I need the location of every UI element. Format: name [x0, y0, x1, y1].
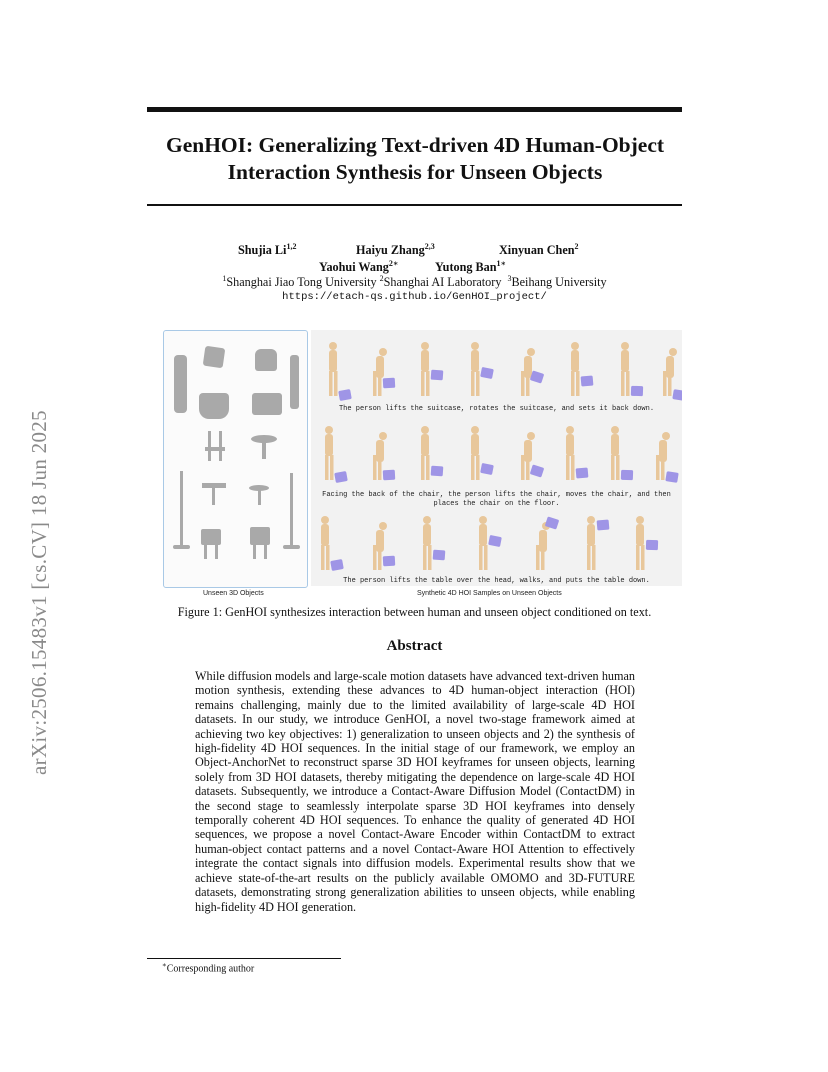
object-coat-rack-base — [173, 545, 190, 549]
object-coat-stand — [290, 473, 293, 549]
hoi-frame-1-4 — [471, 342, 494, 396]
object-box-tall — [290, 355, 299, 409]
title-rule-top — [147, 107, 682, 112]
hoi-frame-2-2 — [373, 432, 395, 480]
object-pillow — [203, 346, 226, 369]
left-panel-label: Unseen 3D Objects — [203, 590, 264, 597]
hoi-frame-2-1 — [325, 426, 348, 483]
hoi-frame-2-6 — [566, 426, 588, 480]
hoi-frame-2-7 — [611, 426, 633, 480]
footnote: ∗Corresponding author — [162, 961, 255, 975]
author-4: Yaohui Wang$^{2∗}$ — [319, 259, 399, 275]
object-chair-seat — [205, 447, 225, 451]
object-coat-rack — [180, 471, 183, 549]
author-2: Haiyu Zhang$^{2,3}$ — [356, 242, 435, 258]
teaser-figure — [163, 330, 682, 598]
object-chair-leg — [208, 431, 211, 461]
object-suitcase — [252, 393, 282, 415]
author-1: Shujia Li$^{1,2}$ — [238, 242, 297, 258]
hoi-frame-1-2 — [373, 348, 395, 396]
sequence-caption-3: The person lifts the table over the head, walks, and puts the table down. — [343, 577, 650, 585]
sequence-caption-2b: places the chair on the floor. — [433, 500, 560, 508]
object-rolled-mat — [174, 355, 187, 413]
hoi-frame-3-1 — [321, 516, 344, 571]
author-block — [147, 242, 682, 274]
object-chair-leg — [219, 431, 222, 461]
object-stool-leg — [258, 489, 261, 505]
hoi-sequences-svg — [311, 330, 682, 586]
footnote-rule — [147, 958, 341, 959]
title-rule-bottom — [147, 204, 682, 206]
author-5: Yutong Ban$^{1∗}$ — [435, 259, 507, 275]
abstract-heading: Abstract — [386, 638, 443, 654]
object-wooden-chair-leg — [253, 545, 256, 559]
hoi-frame-2-5 — [521, 432, 544, 480]
hoi-frame-3-4 — [479, 516, 502, 570]
object-basket — [199, 393, 229, 419]
hoi-frame-3-3 — [423, 516, 445, 570]
hoi-frame-3-2 — [373, 522, 395, 570]
object-backpack — [255, 349, 277, 371]
object-dining-chair-leg — [204, 545, 207, 559]
paper-title — [120, 132, 710, 186]
hoi-samples-panel — [311, 330, 682, 586]
abstract-body: While diffusion models and large-scale motion datasets have advanced text-driven human motion synthesis, extending these advances to 4D human-object interaction (HOI) remains challenging, mainly due to the limited availability of large-scale 4D HOI datasets. In our study, we introduce GenHOI, a novel two-stage framework aimed at achieving two key objectives: 1) generalization to unseen objects and 2) the synthesis of high-fidelity 4D HOI sequences. In the initial stage of our framework, we employ an Object-AnchorNet to reconstruct sparse 3D HOI keyframes for unseen objects, learning solely from 3D HOI datasets, thereby mitigating the dependence on large-scale 4D HOI datasets. Subsequently, we introduce a Contact-Aware Diffusion Model (ContactDM) in the second stage to seamlessly interpolate sparse 3D HOI keyframes into densely temporally coherent 4D HOI sequences. To enhance the quality of generated 4D HOI sequences, we propose a novel Contact-Aware Encoder within ContactDM to extract human-object contact patterns and a novel Contact-Aware HOI Attention to effectively integrate the contact signals into diffusion models. Experimental results show that we achieve state-of-the-art results on the publicly available OMOMO and 3D-FUTURE datasets, demonstrating strong generalization abilities to unseen objects, while enabling high-fidelity 4D HOI generation. — [195, 669, 635, 914]
hoi-frame-1-3 — [421, 342, 443, 396]
figure-caption: Figure 1: GenHOI synthesizes interaction between human and unseen object conditioned on text. — [177, 605, 652, 619]
affiliations: $^1$Shanghai Jiao Tong University $^2$Shanghai AI Laboratory $^3$Beihang University — [222, 274, 607, 290]
object-dining-chair-leg — [215, 545, 218, 559]
hoi-frame-2-8 — [656, 432, 679, 483]
hoi-frame-1-6 — [571, 342, 593, 396]
object-dining-chair — [201, 529, 221, 545]
hoi-frame-3-5 — [536, 516, 559, 570]
right-panel-label: Synthetic 4D HOI Samples on Unseen Objects — [417, 590, 562, 597]
sequence-caption-2a: Facing the back of the chair, the person lifts the chair, moves the chair, and then — [322, 491, 671, 499]
hoi-frame-1-1 — [329, 342, 352, 401]
author-3: Xinyuan Chen$^2$ — [499, 242, 579, 258]
hoi-frame-3-7 — [636, 516, 658, 570]
hoi-frame-3-6 — [587, 516, 609, 570]
hoi-frame-1-8 — [663, 348, 682, 401]
title-line-2: Interaction Synthesis for Unseen Objects — [227, 160, 603, 184]
object-coat-stand-base — [283, 545, 300, 549]
object-wooden-chair — [250, 527, 270, 545]
arxiv-stamp: arXiv:2506.15483v1 [cs.CV] 18 Jun 2025 — [27, 410, 51, 775]
hoi-frame-1-5 — [521, 348, 544, 396]
unseen-objects-panel — [163, 330, 308, 588]
hoi-frame-2-4 — [471, 426, 494, 480]
object-wooden-chair-leg — [264, 545, 267, 559]
sequence-caption-1: The person lifts the suitcase, rotates the suitcase, and sets it back down. — [338, 405, 655, 413]
object-round-table-stem — [262, 441, 266, 459]
object-small-table-leg — [212, 487, 215, 505]
hoi-frame-1-7 — [621, 342, 643, 396]
project-url[interactable]: https://etach-qs.github.io/GenHOI_project/ — [282, 291, 547, 303]
title-line-1: GenHOI: Generalizing Text-driven 4D Human-Object — [165, 133, 665, 157]
hoi-frame-2-3 — [421, 426, 443, 480]
